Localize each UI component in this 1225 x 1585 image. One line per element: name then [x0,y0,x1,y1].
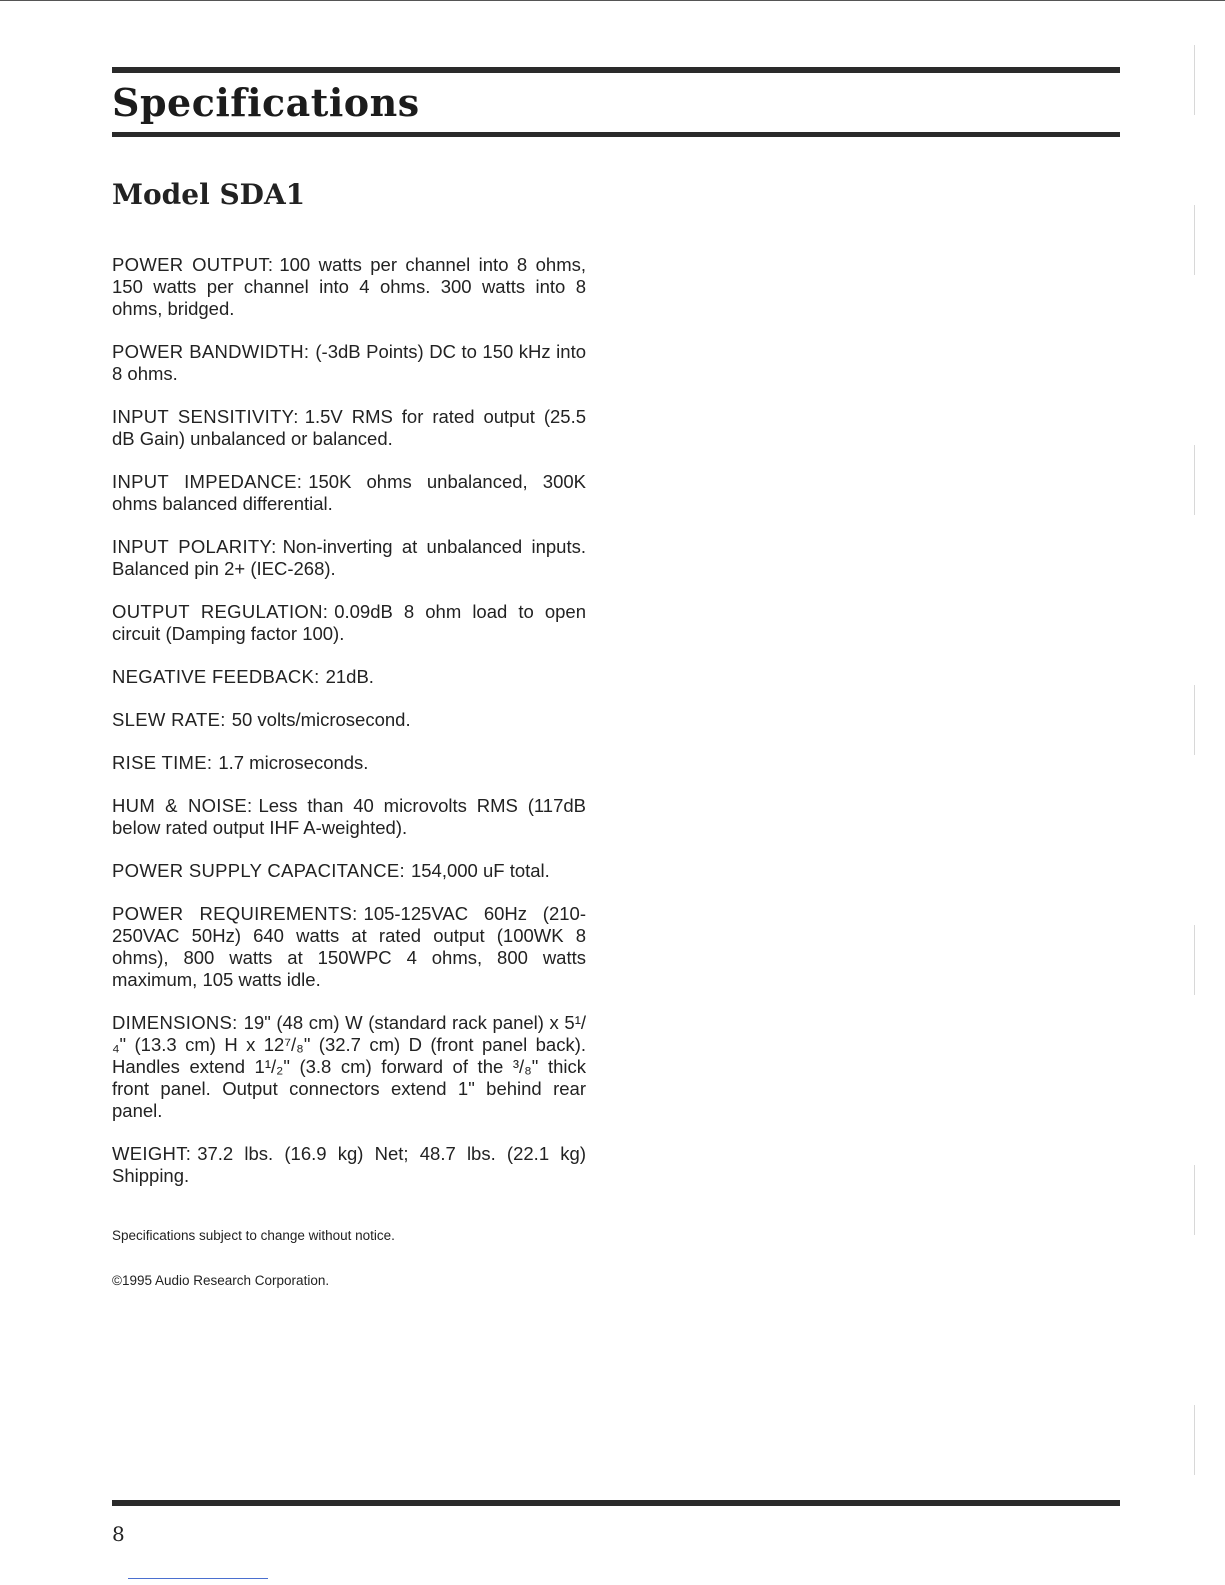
spec-text: 154,000 uF total. [410,860,550,881]
scan-edge-mark [1194,1165,1195,1235]
spec-label: SLEW RATE: [112,709,226,730]
model-heading: Model SDA1 [112,178,306,211]
spec-input-impedance [112,471,586,515]
spec-label: INPUT IMPEDANCE: [112,471,303,492]
spec-text: 37.2 lbs. (16.9 kg) Net; 48.7 lbs. (22.1 kg) Shipping. [112,1143,586,1186]
spec-slew-rate [112,709,586,731]
spec-label: POWER SUPPLY CAPACITANCE: [112,860,405,881]
spec-label: NEGATIVE FEEDBACK: [112,666,320,687]
page-top-edge [0,0,1225,5]
header-rule-top [112,67,1120,73]
spec-rise-time [112,752,586,774]
spec-text: 0.09dB 8 ohm load to open circuit (Damping factor 100). [112,601,586,644]
spec-text: 105-125VAC 60Hz (210-250VAC 50Hz) 640 watts at rated output (100WK 8 ohms), 800 watts at 150WPC 4 ohms, 800 watts maximum, 105 watts idle. [112,903,586,990]
spec-power-supply-capacitance [112,860,586,882]
scan-edge-mark [1194,45,1195,115]
copyright-note: ©1995 Audio Research Corporation. [112,1273,330,1288]
spec-label: POWER REQUIREMENTS: [112,903,358,924]
spec-text: (-3dB Points) DC to 150 kHz into 8 ohms. [112,341,586,384]
page-title: Specifications [112,80,420,125]
spec-label: POWER BANDWIDTH: [112,341,310,362]
spec-list [112,254,586,1208]
spec-label: POWER OUTPUT: [112,254,274,275]
spec-dimensions [112,1012,586,1122]
spec-label: RISE TIME: [112,752,213,773]
spec-text: 1.5V RMS for rated output (25.5 dB Gain) unbalanced or balanced. [112,406,586,449]
spec-text: Non-inverting at unbalanced inputs. Balanced pin 2+ (IEC-268). [112,536,586,579]
spec-label: HUM & NOISE: [112,795,253,816]
scan-edge-mark [1194,685,1195,755]
spec-input-sensitivity [112,406,586,450]
spec-text: 19" (48 cm) W (standard rack panel) x 5¹/₄" (13.3 cm) H x 12⁷/₈" (32.7 cm) D (front panel back). Handles extend 1¹/₂" (3.8 cm) forward of the ³/₈" thick front panel. Output connectors extend 1" behind rear panel. [112,1012,586,1121]
spec-text: 150K ohms unbalanced, 300K ohms balanced differential. [112,471,586,514]
spec-input-polarity [112,536,586,580]
header-rule-bottom [112,132,1120,137]
spec-power-output [112,254,586,320]
disclaimer-note: Specifications subject to change without notice. [112,1228,395,1243]
spec-power-bandwidth [112,341,586,385]
spec-text: 50 volts/microsecond. [231,709,411,730]
footer-rule [112,1500,1120,1506]
spec-label: WEIGHT: [112,1143,192,1164]
spec-text: 21dB. [325,666,374,687]
spec-label: INPUT POLARITY: [112,536,277,557]
spec-weight [112,1143,586,1187]
scan-edge-mark [1194,1405,1195,1475]
page-number: 8 [112,1522,125,1546]
scan-edge-mark [1194,925,1195,995]
scan-edge-mark [1194,445,1195,515]
spec-label: OUTPUT REGULATION: [112,601,329,622]
bottom-edge-line [128,1578,268,1580]
spec-text: 1.7 microseconds. [218,752,369,773]
spec-label: DIMENSIONS: [112,1012,238,1033]
spec-label: INPUT SENSITIVITY: [112,406,299,427]
spec-output-regulation [112,601,586,645]
spec-text: 100 watts per channel into 8 ohms, 150 watts per channel into 4 ohms. 300 watts into 8 ohms, bridged. [112,254,586,319]
scan-edge-mark [1194,205,1195,275]
spec-hum-noise [112,795,586,839]
spec-text: Less than 40 microvolts RMS (117dB below rated output IHF A-weighted). [112,795,586,838]
spec-power-requirements [112,903,586,991]
spec-negative-feedback [112,666,586,688]
